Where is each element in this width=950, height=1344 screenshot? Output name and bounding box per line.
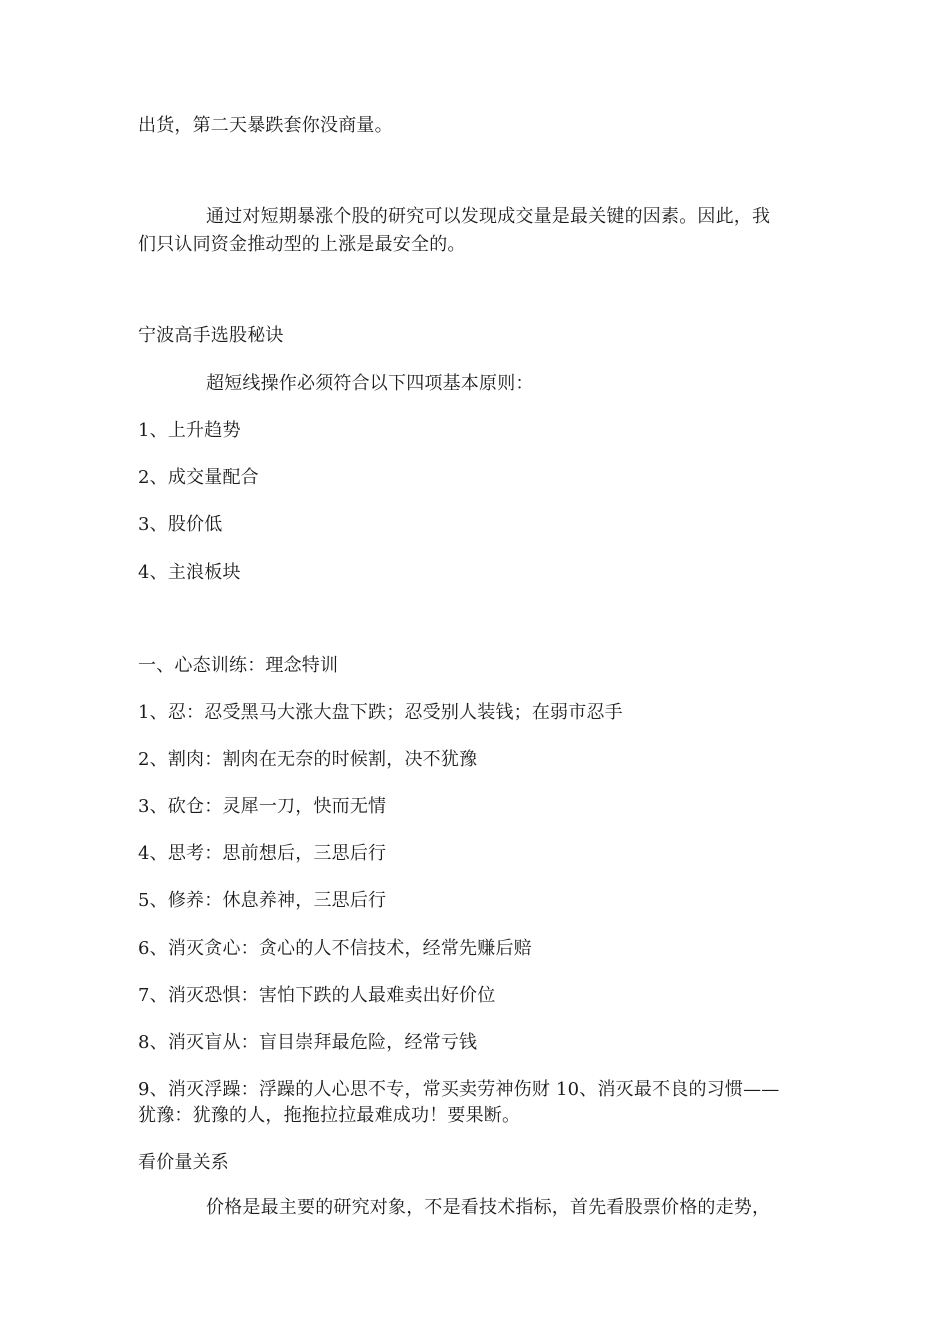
section-title-price-volume: 看价量关系 — [138, 1152, 229, 1173]
list-item: 4、思考：思前想后，三思后行 — [138, 843, 387, 864]
paragraph-continuation: 出货，第二天暴跌套你没商量。 — [138, 115, 393, 136]
list-item: 5、修养：休息养神，三思后行 — [138, 890, 387, 911]
list-item: 4、主浪板块 — [138, 562, 241, 583]
list-item: 8、消灭盲从：盲目崇拜最危险，经常亏钱 — [138, 1032, 478, 1053]
list-item: 3、股价低 — [138, 514, 223, 535]
list-item: 3、砍仓：灵犀一刀，快而无情 — [138, 796, 387, 817]
list-item-9-line-1: 9、消灭浮躁：浮躁的人心思不专，常买卖劳神伤财 10、消灭最不良的习惯—— — [138, 1079, 780, 1100]
ningbo-intro: 超短线操作必须符合以下四项基本原则： — [206, 373, 534, 394]
list-item: 1、上升趋势 — [138, 420, 241, 441]
section-title-mindset: 一、心态训练：理念特训 — [138, 655, 339, 676]
list-item-9-line-2: 犹豫：犹豫的人，拖拖拉拉最难成功！要果断。 — [138, 1105, 521, 1126]
price-volume-para-line-1: 价格是最主要的研究对象，不是看技术指标，首先看股票价格的走势， — [206, 1197, 771, 1218]
list-item: 2、成交量配合 — [138, 467, 259, 488]
section-title-ningbo: 宁波高手选股秘诀 — [138, 325, 284, 346]
list-item: 7、消灭恐惧：害怕下跌的人最难卖出好价位 — [138, 985, 496, 1006]
list-item: 2、割肉：割肉在无奈的时候割，决不犹豫 — [138, 749, 478, 770]
paragraph-volume-line-2: 们只认同资金推动型的上涨是最安全的。 — [138, 234, 466, 255]
list-item: 1、忍：忍受黑马大涨大盘下跌；忍受别人装钱；在弱市忍手 — [138, 702, 623, 723]
paragraph-volume-line-1: 通过对短期暴涨个股的研究可以发现成交量是最关键的因素。因此，我 — [206, 206, 771, 227]
list-item: 6、消灭贪心：贪心的人不信技术，经常先赚后赔 — [138, 938, 532, 959]
